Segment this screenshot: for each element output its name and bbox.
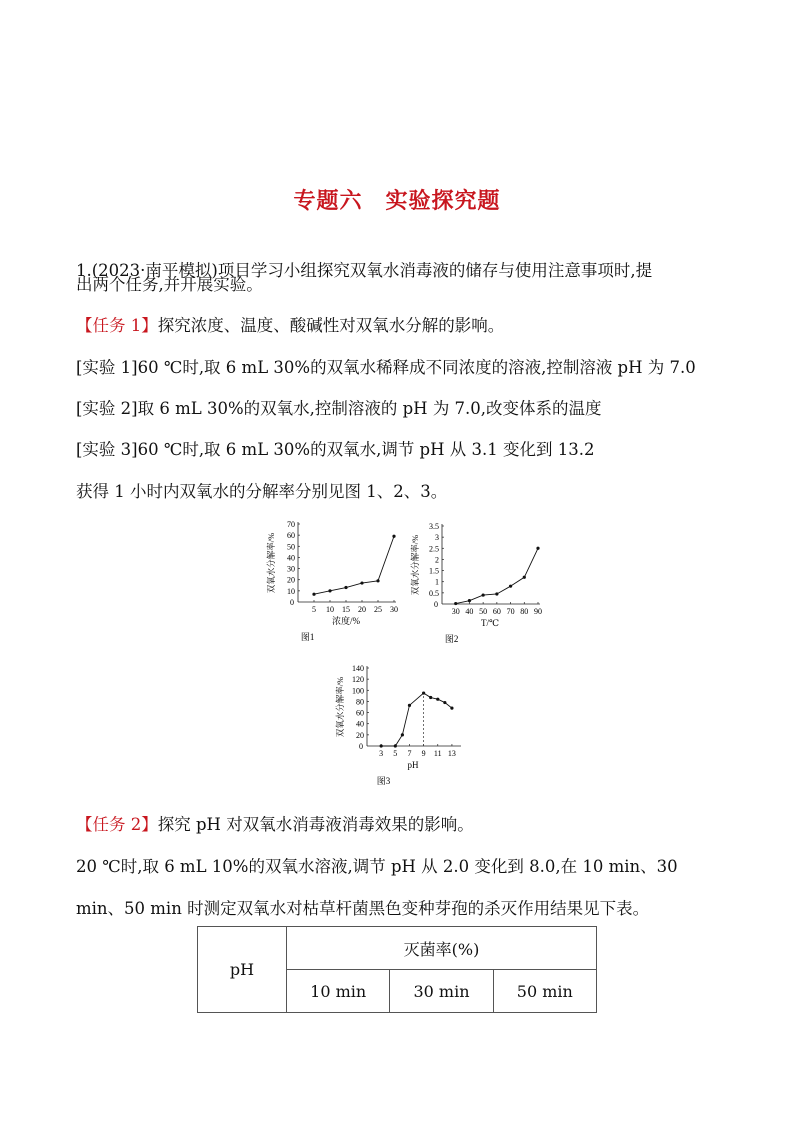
page-title: 专题六 实验探究题 [293,189,501,214]
x-axis-label: T/℃ [480,618,500,628]
experiment-2: [实验 2]取 6 mL 30%的双氧水,控制溶液的 pH 为 7.0,改变体系的温度 [76,399,602,418]
y-tick-label: 40 [356,719,364,729]
task-2-label: 【任务 2】 [76,815,158,834]
data-point [312,593,315,596]
y-tick-label: 2.5 [429,544,439,554]
chart-figure-3 [335,664,465,792]
y-tick-label: 100 [352,686,364,696]
origin-label: 0 [359,742,363,751]
y-tick-label: 20 [287,575,295,585]
result-sentence: 获得 1 小时内双氧水的分解率分别见图 1、2、3。 [76,482,448,501]
task-1-label: 【任务 1】 [76,316,158,335]
x-tick-label: 50 [479,607,488,616]
data-point [401,733,404,736]
data-point [328,589,331,592]
y-axis-label: 双氧水分解率/% [335,676,345,738]
x-tick-label: 30 [390,605,398,614]
x-tick-label: 20 [358,605,366,614]
question-line-2: 出两个任务,并开展实验。 [76,275,263,294]
data-point [482,593,485,596]
data-point [422,691,425,694]
y-tick-label: 70 [287,520,295,529]
experiment-3: [实验 3]60 ℃时,取 6 mL 30%的双氧水,调节 pH 从 3.1 变化到 13.2 [76,440,595,459]
y-axis-label: 双氧水分解率/% [266,532,276,594]
data-point [436,698,439,701]
question-line-1: 1.(2023·南平模拟)项目学习小组探究双氧水消毒液的储存与使用注意事项时,提 [76,261,653,280]
x-tick-label: 5 [312,605,316,614]
data-point [344,586,347,589]
y-axis-label: 双氧水分解率/% [410,534,420,596]
y-tick-label: 2 [435,555,439,565]
series-line [314,536,394,594]
data-point [523,576,526,579]
y-tick-label: 3.5 [429,522,439,531]
y-tick-label: 3 [435,533,439,543]
data-point [495,592,498,595]
task-2-paragraph-line-2: min、50 min 时测定双氧水对枯草杆菌黑色变种芽孢的杀灭作用结果见下表。 [76,899,650,918]
table-header-30min: 30 min [390,970,493,1013]
chart-figure-2 [408,520,548,646]
x-tick-label: 3 [379,749,384,758]
chart-svg [335,664,465,792]
y-tick-label: 1.5 [429,566,439,576]
figure-caption: 图2 [444,634,459,644]
y-tick-label: 140 [352,664,364,673]
x-tick-label: 10 [326,605,334,614]
results-table [197,926,597,1013]
x-tick-label: 70 [506,607,515,616]
task-2-text: 探究 pH 对双氧水消毒液消毒效果的影响。 [157,815,474,834]
x-tick-label: 30 [451,607,460,616]
table-header-row [198,927,597,970]
table-header-ph: pH [198,927,287,1013]
data-point [392,535,395,538]
table-header-50min: 50 min [493,970,596,1013]
task-1-text: 探究浓度、温度、酸碱性对双氧水分解的影响。 [157,316,505,335]
x-tick-label: 60 [492,607,501,616]
x-axis-label: pH [407,760,419,770]
task-1-line [76,314,504,338]
x-tick-label: 90 [534,607,542,616]
data-point [376,579,379,582]
y-tick-label: 120 [352,675,364,685]
x-tick-label: 40 [465,607,474,616]
chart-svg [262,518,402,644]
origin-label: 0 [290,598,294,607]
table-header-10min: 10 min [287,970,390,1013]
x-tick-label: 9 [421,749,426,758]
x-axis-label: 浓度/% [332,616,360,626]
x-tick-label: 11 [433,749,442,758]
y-tick-label: 50 [287,542,295,552]
table-header-sterilization-rate: 灭菌率(%) [287,927,597,970]
series-line [381,693,452,746]
x-tick-label: 13 [447,749,456,758]
chart-svg [408,520,548,646]
data-point [429,696,432,699]
x-tick-label: 15 [342,605,350,614]
x-tick-label: 7 [407,749,412,758]
figure-caption: 图1 [300,632,315,642]
y-tick-label: 30 [287,564,295,574]
y-tick-label: 40 [287,553,295,563]
data-point [443,701,446,704]
y-tick-label: 1 [435,577,439,587]
y-tick-label: 0.5 [429,588,439,598]
chart-figure-1 [262,518,402,644]
data-point [454,602,457,605]
y-tick-label: 20 [356,730,364,740]
data-point [450,707,453,710]
task-2-paragraph-line-1: 20 ℃时,取 6 mL 10%的双氧水溶液,调节 pH 从 2.0 变化到 8.0,在 10 min、30 [76,857,678,876]
data-point [536,547,539,550]
data-point [468,599,471,602]
y-tick-label: 60 [287,531,295,541]
x-tick-label: 80 [520,607,529,616]
experiment-1: [实验 1]60 ℃时,取 6 mL 30%的双氧水稀释成不同浓度的溶液,控制溶液 pH 为 7.0 [76,358,696,377]
origin-label: 0 [434,600,438,609]
figure-caption: 图3 [376,776,391,786]
y-tick-label: 80 [356,697,364,707]
task-2-line [76,813,474,837]
x-tick-label: 25 [374,605,382,614]
data-point [380,744,383,747]
x-tick-label: 5 [393,749,398,758]
data-point [408,704,411,707]
data-point [509,585,512,588]
data-point [360,581,363,584]
y-tick-label: 10 [287,586,295,596]
y-tick-label: 60 [356,708,364,718]
data-point [394,744,397,747]
